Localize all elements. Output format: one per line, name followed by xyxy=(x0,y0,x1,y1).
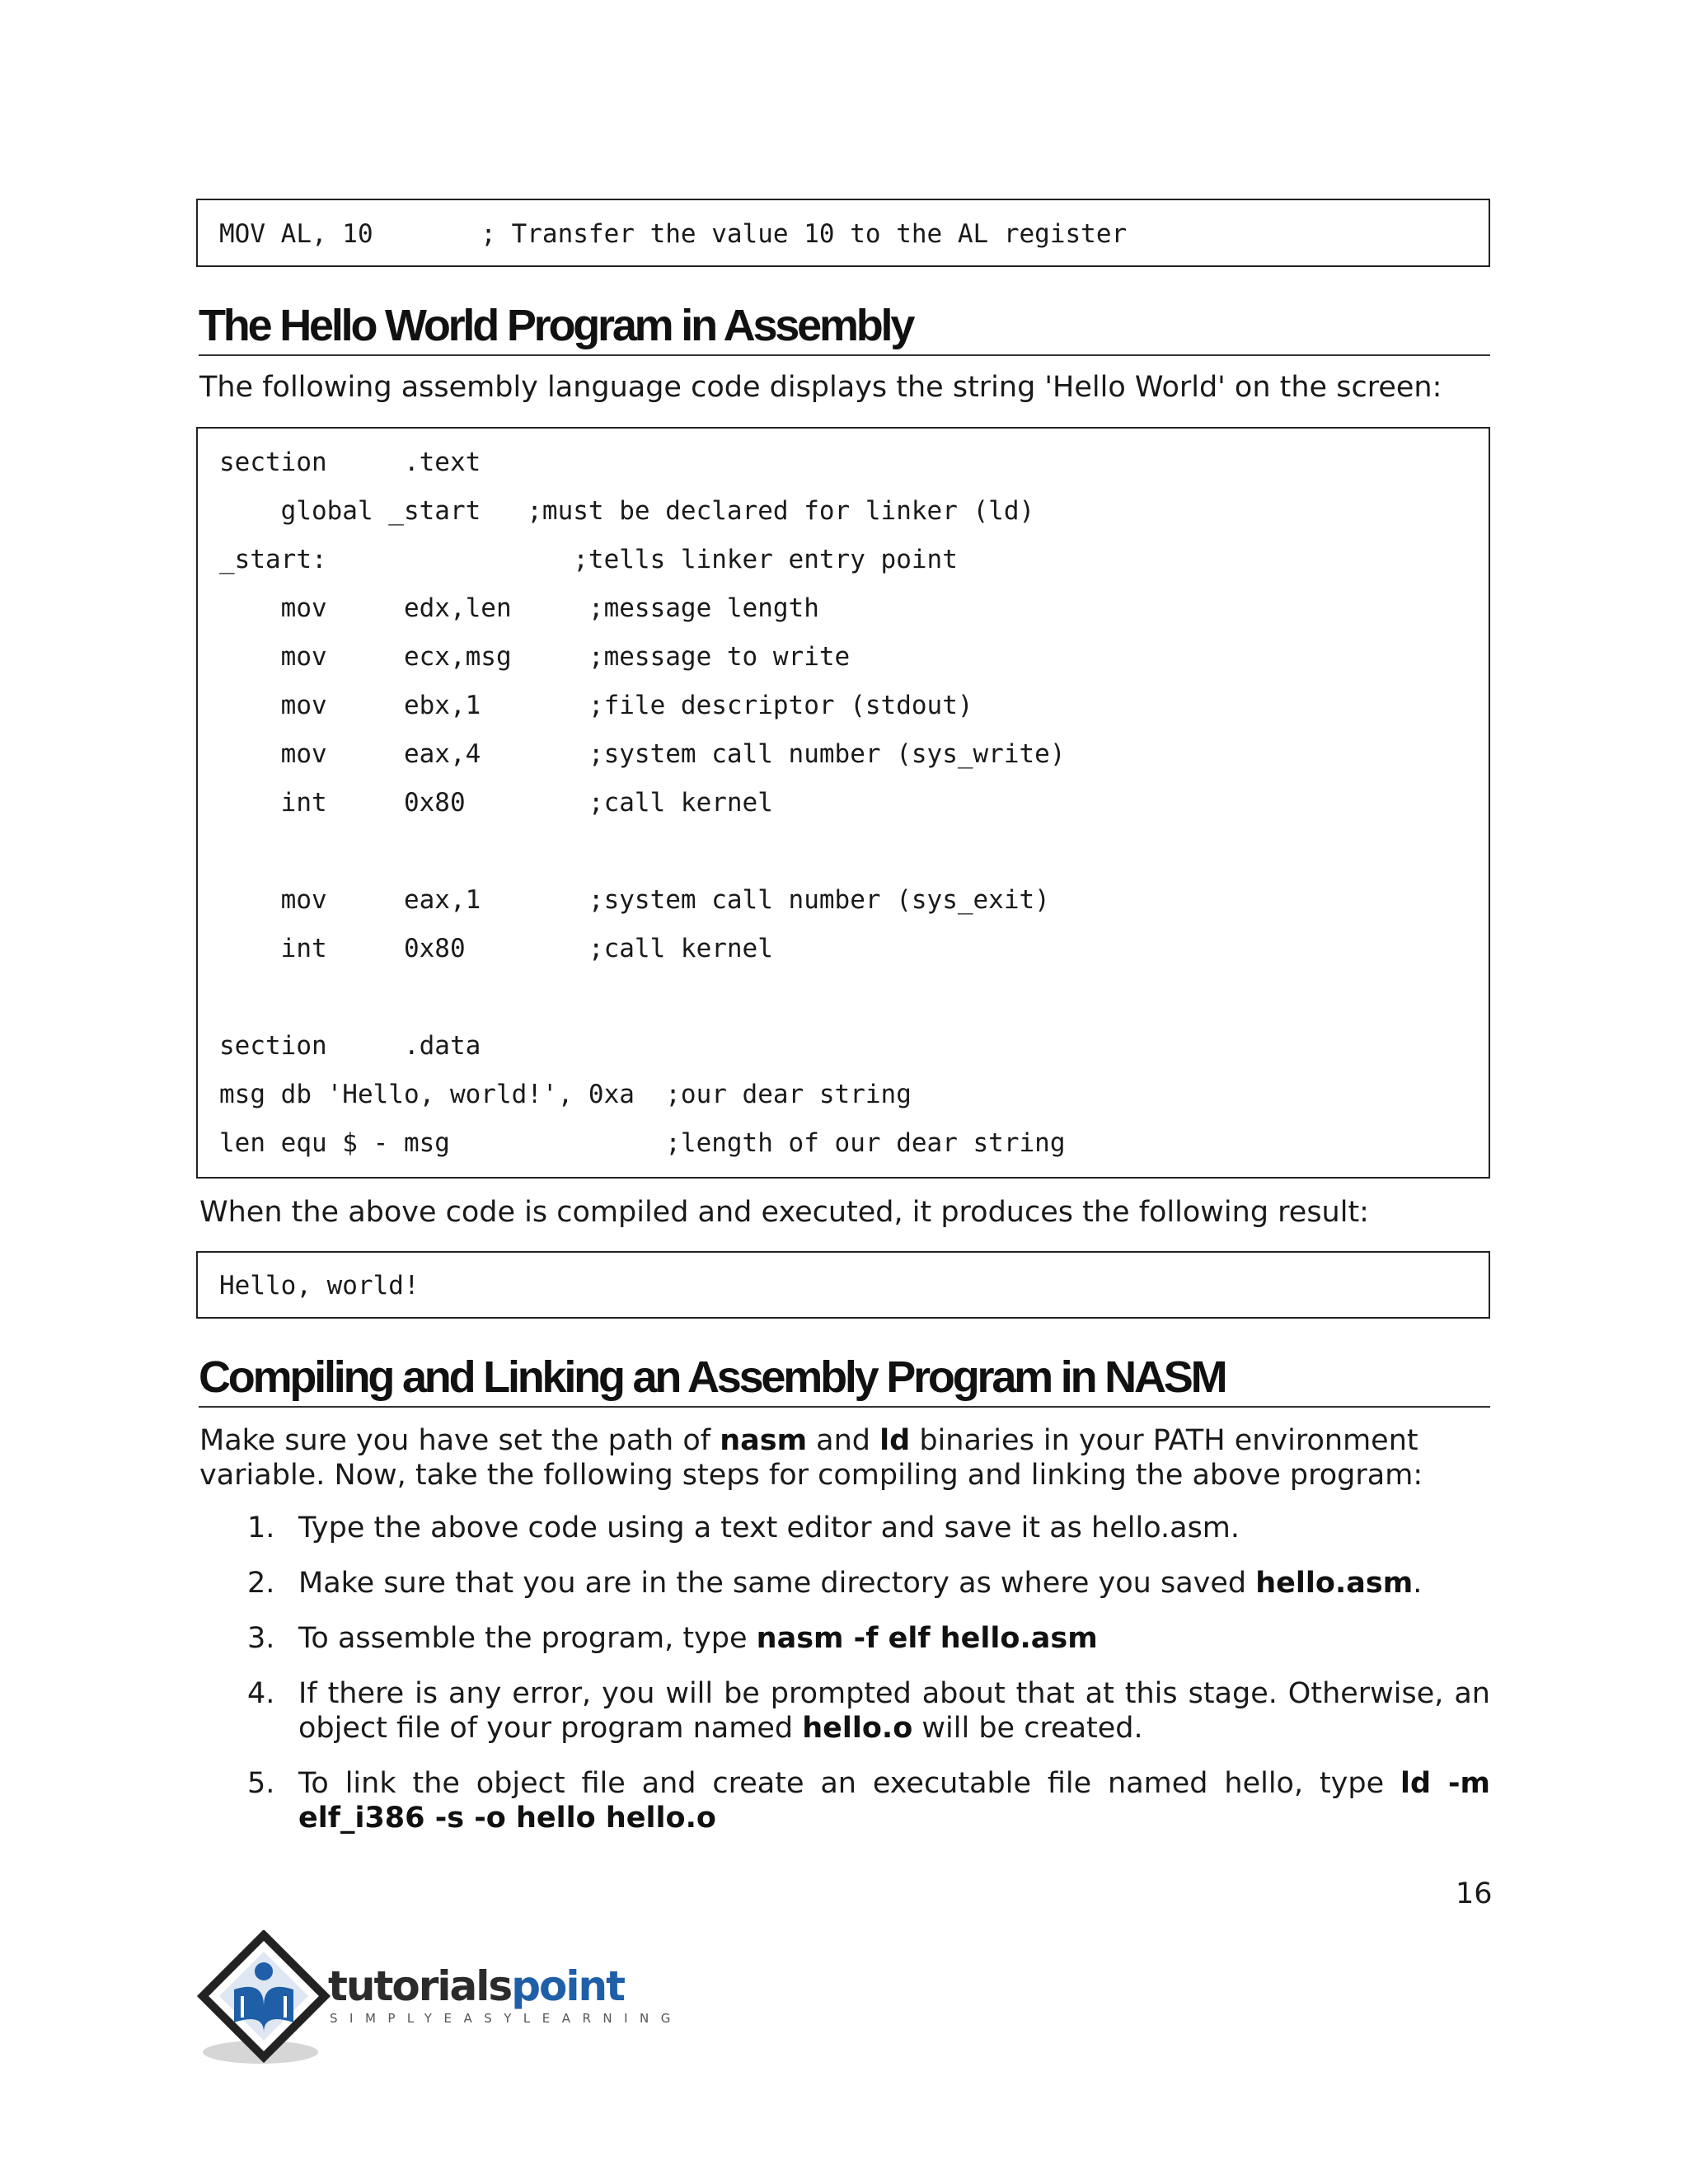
section-heading-compiling: Compiling and Linking an Assembly Program in NASM xyxy=(199,1350,1490,1408)
section-heading-hello-world: The Hello World Program in Assembly xyxy=(199,298,1490,356)
list-text: To assemble the program, type xyxy=(298,1622,757,1655)
text-run: Make sure you have set the path of xyxy=(199,1424,720,1457)
page-number: 16 xyxy=(1456,1877,1493,1910)
list-text-after: . xyxy=(1413,1567,1423,1600)
logo-tagline: SIMPLYEASYLEARNING xyxy=(330,2011,682,2026)
list-item xyxy=(199,1621,1490,1656)
logo-brand-text xyxy=(328,1961,624,2011)
list-bold-text: nasm -f elf hello.asm xyxy=(756,1622,1098,1655)
code-text: section .text global _start ;must be declared for linker (ld) _start: ;tells linker entry point mov edx,len ;message length mov ecx,msg ;message to write mov ebx,1 ;file descriptor (stdout) mov eax,4 ;system call number (sys_write) int 0x80 ;call kernel mov eax,1 ;system call number (sys_exit) int 0x80 ;call kernel section .data msg db 'Hello, world!', 0xa ;our dear string len equ $ - msg ;length of our dear string xyxy=(219,448,1066,1158)
text-run: binaries in your PATH environment variable. Now, take the following steps for compiling and linking the above program: xyxy=(199,1424,1423,1492)
code-block-output xyxy=(196,1251,1490,1319)
list-number: 4. xyxy=(247,1677,275,1710)
list-bold-text: hello.o xyxy=(802,1712,913,1745)
tutorialspoint-logo xyxy=(195,1930,682,2074)
list-number: 5. xyxy=(247,1767,275,1800)
list-item xyxy=(199,1676,1490,1746)
code-text: MOV AL, 10 ; Transfer the value 10 to the AL register xyxy=(219,219,1128,249)
list-number: 2. xyxy=(247,1567,275,1600)
list-text: Make sure that you are in the same directory as where you saved xyxy=(298,1567,1256,1600)
list-item xyxy=(199,1566,1490,1601)
steps-list xyxy=(199,1511,1490,1856)
brand-part-1: tutorials xyxy=(328,1962,512,2010)
compile-intro-paragraph xyxy=(199,1423,1493,1493)
list-item xyxy=(199,1511,1490,1545)
list-text: To link the object file and create an executable file named hello, type xyxy=(298,1767,1401,1800)
code-text: Hello, world! xyxy=(219,1271,420,1301)
list-text-after: will be created. xyxy=(912,1712,1143,1745)
list-number: 1. xyxy=(247,1511,275,1544)
intro-paragraph: The following assembly language code displays the string 'Hello World' on the screen: xyxy=(199,371,1442,404)
list-number: 3. xyxy=(247,1622,275,1655)
code-block-mov xyxy=(196,199,1490,267)
logo-diamond-icon xyxy=(195,1930,343,2070)
list-text: Type the above code using a text editor and save it as hello.asm. xyxy=(298,1511,1240,1544)
code-block-hello-world xyxy=(196,427,1490,1179)
list-bold-text: hello.asm xyxy=(1255,1567,1414,1600)
brand-part-2: point xyxy=(511,1962,624,2010)
bold-term-nasm: nasm xyxy=(720,1424,808,1457)
list-text: If there is any error, you will be prompted about that at this stage. Otherwise, an object file of your program named xyxy=(298,1677,1490,1745)
result-intro-paragraph: When the above code is compiled and executed, it produces the following result: xyxy=(199,1196,1369,1229)
list-bold-text: ld -m elf_i386 -s -o hello hello.o xyxy=(298,1767,1490,1835)
bold-term-ld: ld xyxy=(879,1424,911,1457)
text-run: and xyxy=(807,1424,880,1457)
list-item xyxy=(199,1766,1490,1835)
